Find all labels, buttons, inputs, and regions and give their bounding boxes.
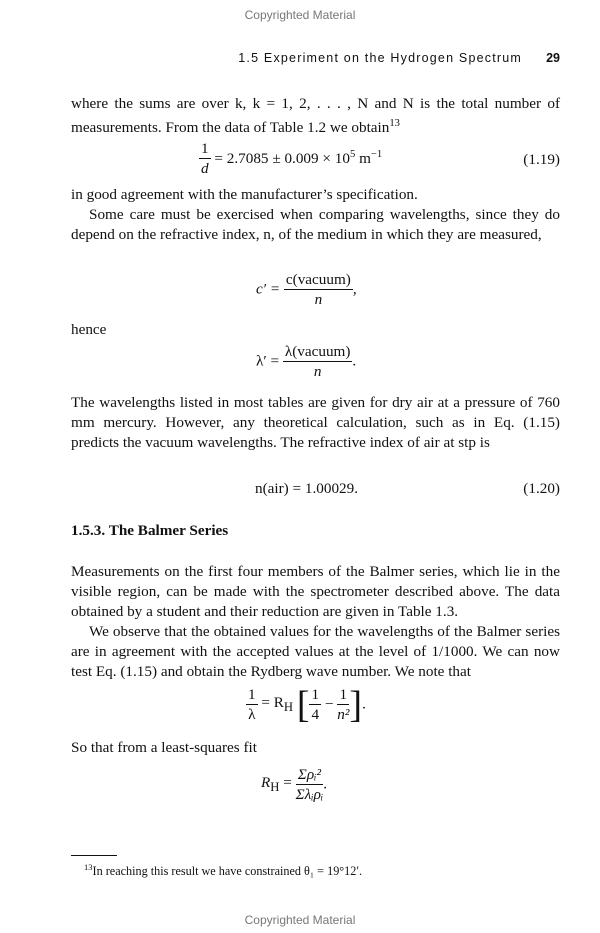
equation-rydberg: $\frac{1}{\lambda}$ = $R_H$ [ $\frac{1}{4}$ − $\frac{1}{\text{n²}}$ ]. xyxy=(248,683,366,726)
running-header xyxy=(71,51,560,71)
paragraph-sums xyxy=(71,94,560,138)
equation-fit: $R_H$ = $\frac{\text{Σρᵢ²}}{\text{Σλᵢρᵢ}}$ . xyxy=(261,766,328,803)
paragraph-sums-line1: where the sums are over k, k = 1, 2, . . . , N and N is the total number of xyxy=(71,95,560,112)
fraction-c-vacuum: $\frac{\text{c(vacuum)}}{n}$ xyxy=(285,271,351,308)
footnote-rule xyxy=(71,855,117,856)
fraction-1-over-4: $\frac{1}{4}$ xyxy=(311,686,320,723)
paragraph-balmer-measurements: Measurements on the first four members of the Balmer series, which lie in the visible region, can be made with the spectrometer described above. The data obtained by a student and their reduction are given in Table 1.3. xyxy=(71,563,560,621)
page-number: 29 xyxy=(546,51,560,65)
watermark-top: Copyrighted Material xyxy=(244,8,356,22)
fraction-1-over-d: $\frac{1}{d}$ xyxy=(201,140,209,177)
footnote-ref: 13 xyxy=(389,118,400,130)
fraction-least-squares: $\frac{\text{Σρᵢ²}}{\text{Σλᵢρᵢ}}$ xyxy=(295,766,324,803)
fraction-1-over-lambda: $\frac{1}{\lambda}$ xyxy=(248,686,256,723)
paragraph-wavelengths: The wavelengths listed in most tables are given for dry air at a pressure of 760 mm mercury. However, any theoretical calculation, such as in Eq. (1.15) predicts the vacuum wavelengths. The refractive index of air at stp is xyxy=(71,394,560,452)
word-hence: hence xyxy=(71,321,107,338)
fraction-lambda-vacuum: $\frac{\text{λ(vacuum)}}{n}$ xyxy=(284,343,351,380)
equation-lambda-prime: λ′ = $\frac{\text{λ(vacuum)}}{n}$ . xyxy=(256,343,357,380)
fraction-1-over-n-squared: $\frac{1}{\text{n²}}$ xyxy=(337,686,350,723)
paragraph-sums-line2: measurements. From the data of Table 1.2 we obtain$^{13}$ xyxy=(71,118,400,137)
paragraph-balmer-observe: We observe that the obtained values for the wavelengths of the Balmer series are in agreement with the accepted values at the level of 1/1000. We can now test Eq. (1.15) and obtain the Rydberg wave number. We note that xyxy=(71,623,560,681)
watermark-bottom: Copyrighted Material xyxy=(244,913,356,927)
equation-c-prime: c′ = $\frac{\text{c(vacuum)}}{n}$ , xyxy=(256,271,357,308)
paragraph-least-squares: So that from a least-squares fit xyxy=(71,739,257,756)
footnote: $^{13}$In reaching this result we have constrained θ₁ = 19°12′. xyxy=(84,862,363,879)
paragraph-refractive: Some care must be exercised when comparing wavelengths, since they do depend on the refractive index, n, of the medium in which they are measured, xyxy=(71,206,560,244)
equation-1-19: $\frac{1}{d}$ = $2.7085 \pm 0.009 \times 10^5$ $m^{-1}$ (1.19) xyxy=(201,140,560,177)
section-heading: 1.5.3. The Balmer Series xyxy=(71,522,229,539)
equation-1-20: n(air) = 1.00029. (1.20) xyxy=(255,480,560,497)
equation-number: (1.19) xyxy=(523,151,560,168)
equation-number: (1.20) xyxy=(523,480,560,497)
paragraph-agreement: in good agreement with the manufacturer’s specification. xyxy=(71,186,418,203)
running-title: 1.5 Experiment on the Hydrogen Spectrum xyxy=(238,51,522,65)
